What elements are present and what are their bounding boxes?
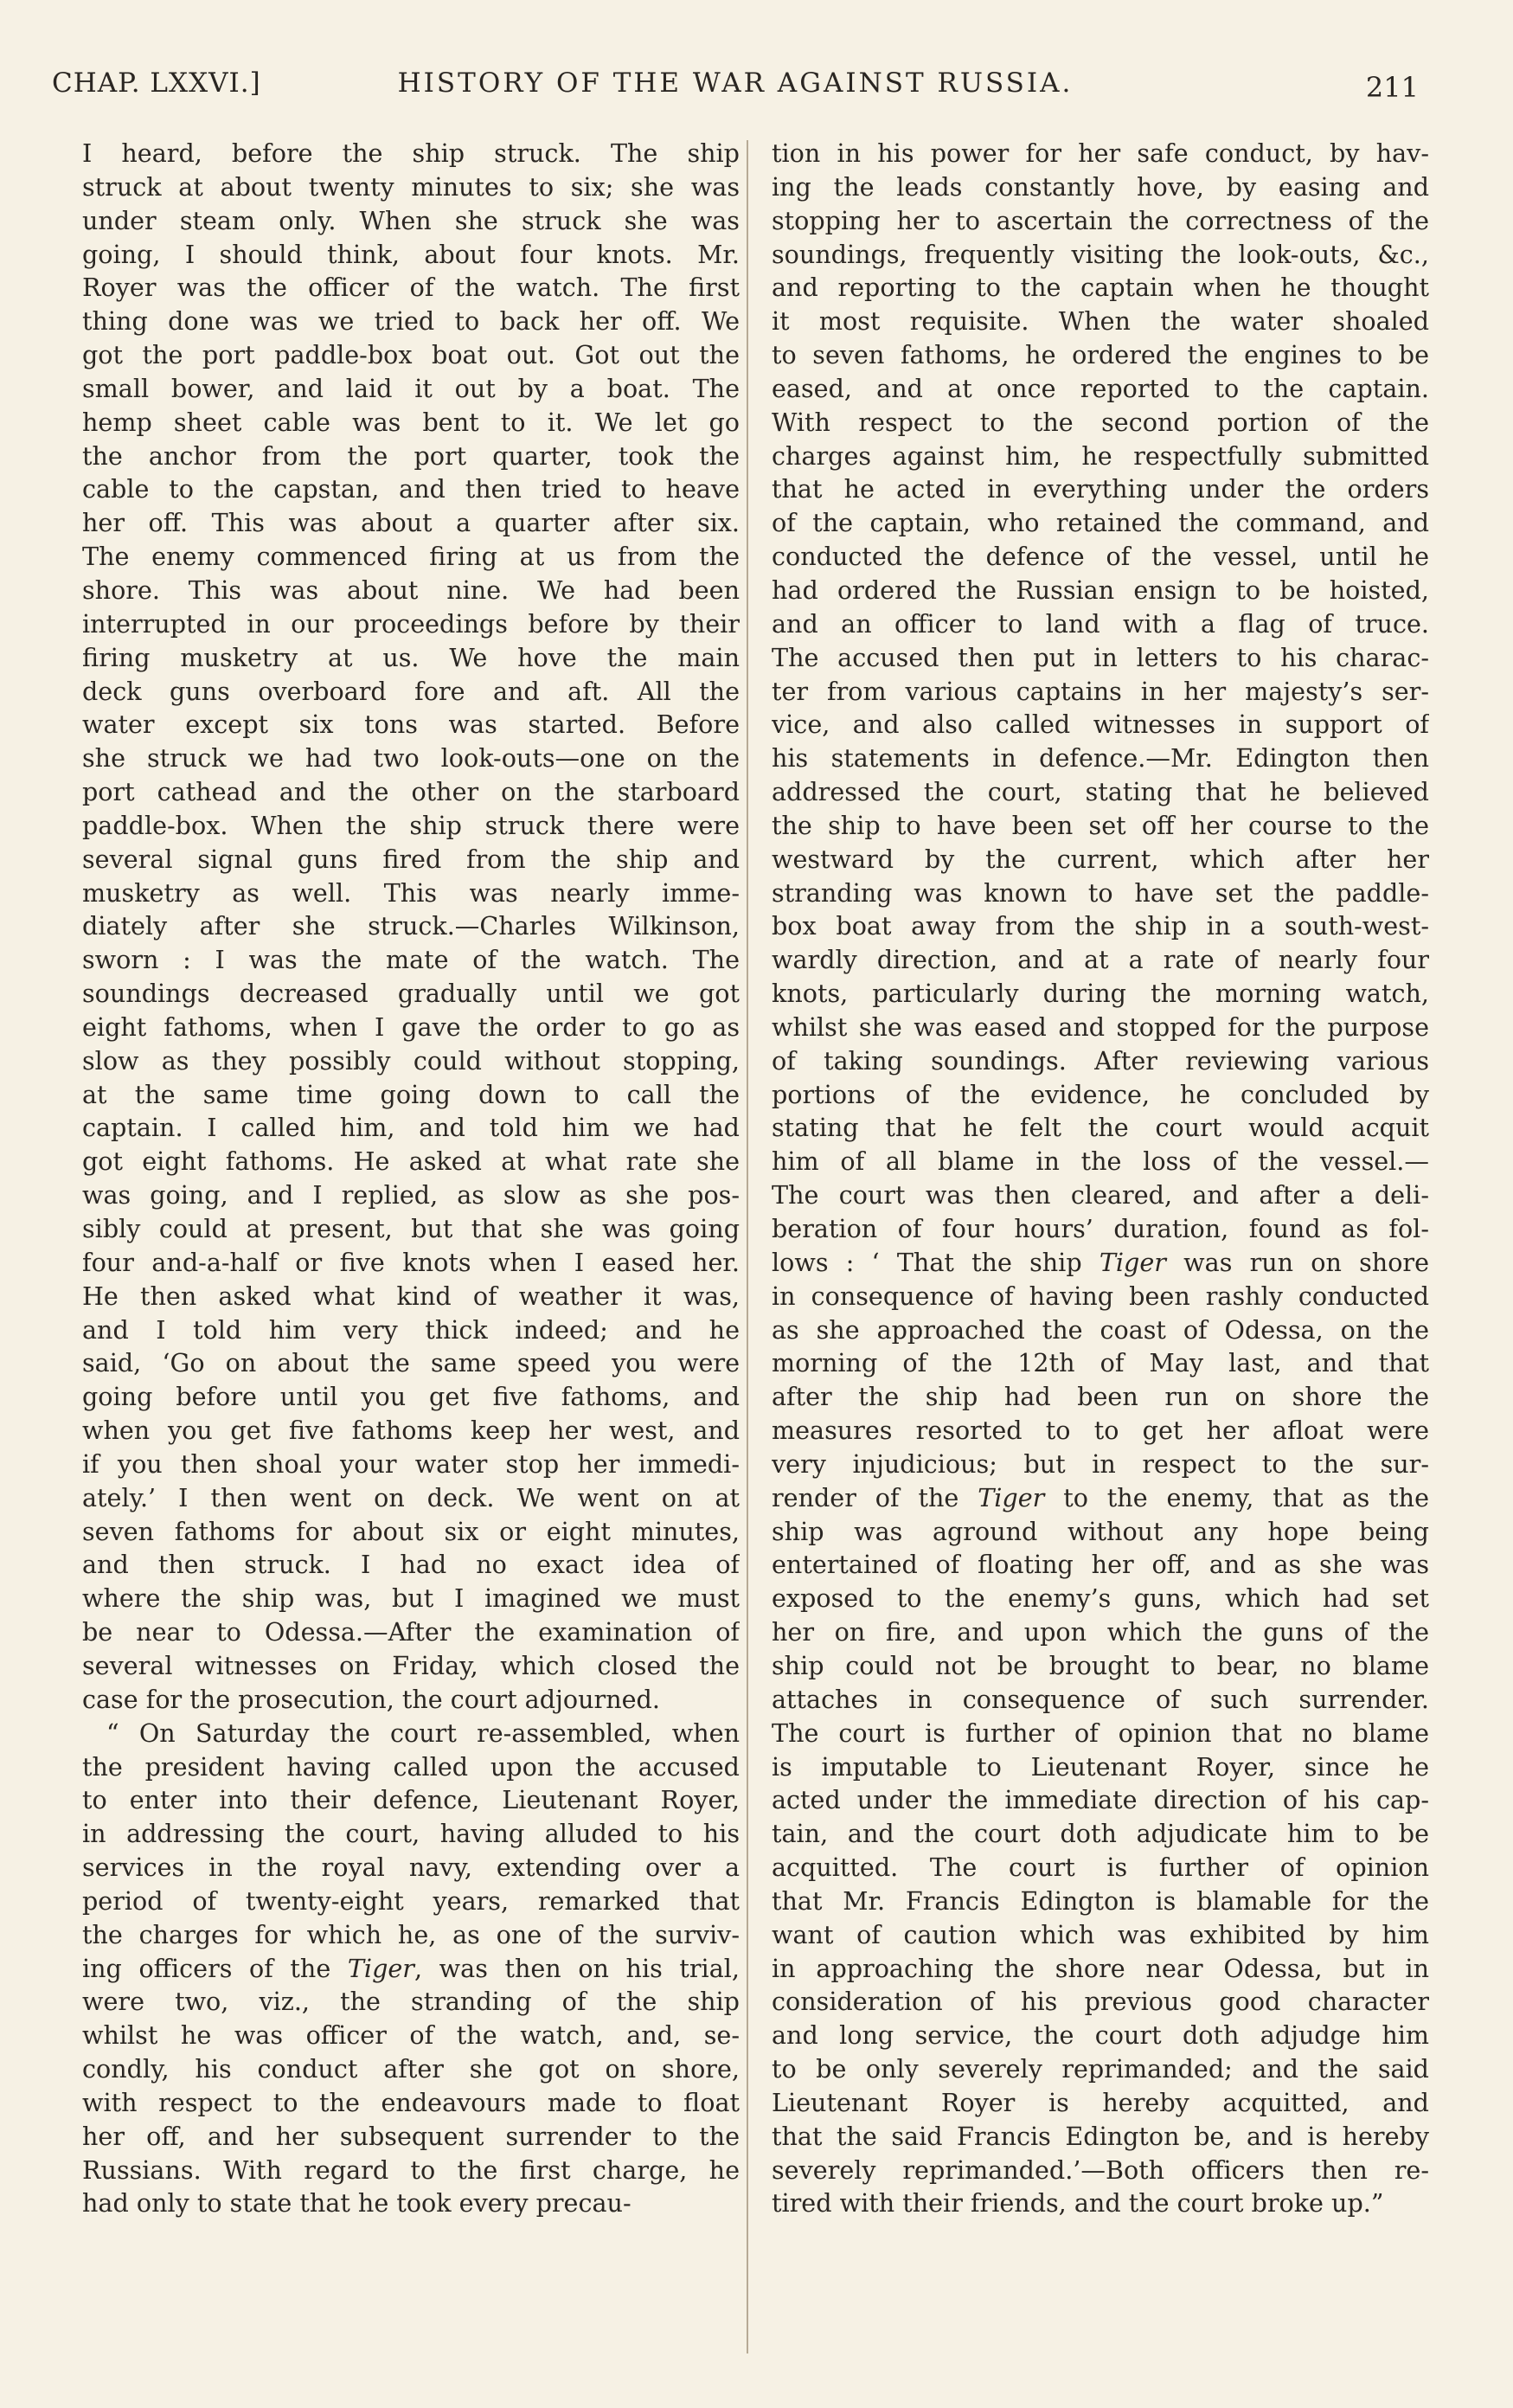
text-line: to enter into their defence, Lieutenant Royer, bbox=[82, 1785, 740, 1815]
text-line: shore. This was about nine. We had been bbox=[82, 575, 740, 605]
text-line: vice, and also called witnesses in support of bbox=[772, 710, 1429, 740]
text-line: cable to the capstan, and then tried to heave bbox=[82, 474, 740, 504]
text-line: ing officers of the Tiger, was then on his trial, bbox=[82, 1953, 740, 1983]
text-line: deck guns overboard fore and aft. All the bbox=[82, 676, 740, 706]
text-line: hemp sheet cable was bent to it. We let go bbox=[82, 407, 740, 437]
text-line: stranding was known to have set the paddle- bbox=[772, 877, 1429, 908]
text-line: the anchor from the port quarter, took the bbox=[82, 440, 740, 471]
text-line: acquitted. The court is further of opinion bbox=[772, 1853, 1429, 1883]
text-line: after the ship had been run on shore the bbox=[772, 1382, 1429, 1412]
text-line: “ On Saturday the court re-assembled, when bbox=[106, 1718, 740, 1748]
text-line: acted under the immediate direction of his cap- bbox=[772, 1785, 1429, 1815]
text-line: stopping her to ascertain the correctness of the bbox=[772, 205, 1429, 235]
text-line: Lieutenant Royer is hereby acquitted, and bbox=[772, 2087, 1429, 2117]
text-line: in consequence of having been rashly conducted bbox=[772, 1281, 1429, 1311]
text-line: render of the Tiger to the enemy, that as the bbox=[772, 1482, 1429, 1512]
text-line: at the same time going down to call the bbox=[82, 1079, 740, 1109]
text-line: to be only severely reprimanded; and the said bbox=[772, 2054, 1429, 2084]
text-line: beration of four hours’ duration, found as fol- bbox=[772, 1214, 1429, 1243]
text-line: him of all blame in the loss of the vessel.— bbox=[772, 1146, 1429, 1177]
right-column bbox=[772, 137, 1429, 2352]
text-line: services in the royal navy, extending over a bbox=[82, 1853, 740, 1883]
text-line: case for the prosecution, the court adjourned. bbox=[82, 1684, 660, 1714]
text-line: her on fire, and upon which the guns of the bbox=[772, 1617, 1429, 1647]
text-line: in addressing the court, having alluded to his bbox=[82, 1819, 740, 1849]
text-line: if you then shoal your water stop her immedi- bbox=[82, 1448, 740, 1479]
text-line: westward by the current, which after her bbox=[772, 844, 1429, 874]
text-line: He then asked what kind of weather it was, bbox=[82, 1281, 740, 1311]
text-line: in approaching the shore near Odessa, but in bbox=[772, 1953, 1429, 1983]
text-line: several signal guns fired from the ship and bbox=[82, 844, 740, 874]
text-line: attaches in consequence of such surrender. bbox=[772, 1684, 1429, 1714]
text-line: as she approached the coast of Odessa, on the bbox=[772, 1314, 1429, 1345]
text-line: The accused then put in letters to his charac- bbox=[772, 642, 1429, 672]
text-line: wardly direction, and at a rate of nearly four bbox=[772, 945, 1429, 975]
text-line: addressed the court, stating that he believed bbox=[772, 777, 1429, 807]
text-line: knots, particularly during the morning watch, bbox=[772, 979, 1429, 1009]
text-line: The court was then cleared, and after a deli- bbox=[772, 1180, 1429, 1210]
text-line: severely reprimanded.’—Both officers then re- bbox=[772, 2154, 1429, 2185]
text-line: portions of the evidence, he concluded by bbox=[772, 1079, 1429, 1109]
text-line: very injudicious; but in respect to the sur- bbox=[772, 1448, 1429, 1479]
text-line: diately after she struck.—Charles Wilkinson, bbox=[82, 911, 740, 941]
text-line: was going, and I replied, as slow as she pos- bbox=[82, 1180, 740, 1210]
text-line: tion in his power for her safe conduct, by hav- bbox=[772, 138, 1429, 168]
text-line: thing done was we tried to back her off. We bbox=[82, 306, 740, 337]
text-line: want of caution which was exhibited by him bbox=[772, 1919, 1429, 1949]
text-line: slow as they possibly could without stopping, bbox=[82, 1045, 740, 1076]
text-line: sibly could at present, but that she was going bbox=[82, 1214, 740, 1243]
text-line: condly, his conduct after she got on shore, bbox=[82, 2054, 740, 2084]
text-line: ter from various captains in her majesty’s ser- bbox=[772, 676, 1429, 706]
text-line: said, ‘Go on about the same speed you were bbox=[82, 1348, 740, 1378]
page-number: 211 bbox=[1365, 71, 1419, 104]
text-line: and an officer to land with a flag of truce. bbox=[772, 608, 1429, 639]
running-title: HISTORY OF THE WAR AGAINST RUSSIA. bbox=[397, 67, 1074, 99]
text-line: firing musketry at us. We hove the main bbox=[82, 642, 740, 672]
text-line: got eight fathoms. He asked at what rate she bbox=[82, 1146, 740, 1177]
text-line: whilst he was officer of the watch, and, se- bbox=[82, 2020, 740, 2051]
text-line: ship was aground without any hope being bbox=[772, 1516, 1429, 1546]
text-line: to seven fathoms, he ordered the engines to be bbox=[772, 340, 1429, 370]
text-line: water except six tons was started. Before bbox=[82, 710, 740, 740]
text-line: where the ship was, but I imagined we must bbox=[82, 1583, 740, 1614]
text-line: four and-a-half or five knots when I eased her. bbox=[82, 1247, 740, 1277]
text-line: tired with their friends, and the court broke up.” bbox=[772, 2188, 1384, 2219]
text-line: The enemy commenced firing at us from the bbox=[82, 542, 740, 572]
text-line: soundings, frequently visiting the look-outs, &c., bbox=[772, 239, 1429, 269]
text-line: when you get five fathoms keep her west, and bbox=[82, 1416, 740, 1446]
text-line: soundings decreased gradually until we got bbox=[82, 979, 740, 1009]
chapter-label: CHAP. LXXVI.] bbox=[52, 67, 261, 99]
text-line: she struck we had two look-outs—one on the bbox=[82, 743, 740, 774]
text-line: going, I should think, about four knots. Mr. bbox=[82, 239, 740, 269]
text-line: box boat away from the ship in a south-west- bbox=[772, 911, 1429, 941]
text-line: consideration of his previous good character bbox=[772, 1987, 1429, 2017]
text-line: morning of the 12th of May last, and that bbox=[772, 1348, 1429, 1378]
text-line: period of twenty-eight years, remarked that bbox=[82, 1885, 740, 1916]
text-line: got the port paddle-box boat out. Got out the bbox=[82, 340, 740, 370]
text-line: ately.’ I then went on deck. We went on at bbox=[82, 1482, 740, 1512]
text-line: With respect to the second portion of the bbox=[772, 407, 1429, 437]
text-line: Russians. With regard to the first charge, he bbox=[82, 2154, 740, 2185]
text-line: seven fathoms for about six or eight minutes, bbox=[82, 1516, 740, 1546]
text-line: paddle-box. When the ship struck there were bbox=[82, 810, 740, 840]
text-line: were two, viz., the stranding of the ship bbox=[82, 1987, 740, 2017]
text-line: and then struck. I had no exact idea of bbox=[82, 1550, 740, 1580]
text-line: entertained of floating her off, and as she was bbox=[772, 1550, 1429, 1580]
text-line: that he acted in everything under the orders bbox=[772, 474, 1429, 504]
text-line: whilst she was eased and stopped for the purpose bbox=[772, 1011, 1429, 1042]
left-column bbox=[82, 137, 740, 2352]
text-line: her off. This was about a quarter after six. bbox=[82, 508, 740, 538]
text-line: small bower, and laid it out by a boat. The bbox=[82, 373, 740, 403]
text-line: is imputable to Lieutenant Royer, since he bbox=[772, 1751, 1429, 1782]
text-line: and I told him very thick indeed; and he bbox=[82, 1314, 740, 1345]
text-line: going before until you get five fathoms, and bbox=[82, 1382, 740, 1412]
column-divider bbox=[747, 140, 748, 2353]
text-line: ship could not be brought to bear, no blame bbox=[772, 1650, 1429, 1680]
text-line: captain. I called him, and told him we had bbox=[82, 1113, 740, 1143]
text-line: measures resorted to to get her afloat were bbox=[772, 1416, 1429, 1446]
text-line: her off, and her subsequent surrender to the bbox=[82, 2121, 740, 2151]
text-line: lows : ‘ That the ship Tiger was run on shore bbox=[772, 1247, 1429, 1277]
text-line: that Mr. Francis Edington is blamable for the bbox=[772, 1885, 1429, 1916]
text-line: his statements in defence.—Mr. Edington then bbox=[772, 743, 1429, 774]
text-line: sworn : I was the mate of the watch. The bbox=[82, 945, 740, 975]
text-line: conducted the defence of the vessel, until he bbox=[772, 542, 1429, 572]
text-line: port cathead and the other on the starboard bbox=[82, 777, 740, 807]
running-header bbox=[52, 67, 1419, 111]
text-line: the charges for which he, as one of the surviv- bbox=[82, 1919, 740, 1949]
text-line: exposed to the enemy’s guns, which had set bbox=[772, 1583, 1429, 1614]
text-line: of taking soundings. After reviewing various bbox=[772, 1045, 1429, 1076]
text-line: it most requisite. When the water shoaled bbox=[772, 306, 1429, 337]
text-line: musketry as well. This was nearly imme- bbox=[82, 877, 740, 908]
text-line: Royer was the officer of the watch. The first bbox=[82, 273, 740, 303]
text-line: eased, and at once reported to the captain. bbox=[772, 373, 1429, 403]
text-line: interrupted in our proceedings before by their bbox=[82, 608, 740, 639]
text-line: struck at about twenty minutes to six; she was bbox=[82, 171, 740, 202]
text-line: with respect to the endeavours made to float bbox=[82, 2087, 740, 2117]
text-line: stating that he felt the court would acquit bbox=[772, 1113, 1429, 1143]
text-line: eight fathoms, when I gave the order to go as bbox=[82, 1011, 740, 1042]
text-line: be near to Odessa.—After the examination of bbox=[82, 1617, 740, 1647]
text-line: had only to state that he took every precau- bbox=[82, 2188, 631, 2219]
text-line: ing the leads constantly hove, by easing and bbox=[772, 171, 1429, 202]
text-line: and reporting to the captain when he thought bbox=[772, 273, 1429, 303]
text-line: that the said Francis Edington be, and is hereby bbox=[772, 2121, 1429, 2151]
text-line: The court is further of opinion that no blame bbox=[772, 1718, 1429, 1748]
text-line: under steam only. When she struck she was bbox=[82, 205, 740, 235]
text-line: several witnesses on Friday, which closed the bbox=[82, 1650, 740, 1680]
text-line: I heard, before the ship struck. The ship bbox=[82, 138, 740, 168]
text-line: the ship to have been set off her course to the bbox=[772, 810, 1429, 840]
text-line: and long service, the court doth adjudge him bbox=[772, 2020, 1429, 2051]
text-line: tain, and the court doth adjudicate him to be bbox=[772, 1819, 1429, 1849]
text-line: charges against him, he respectfully submitted bbox=[772, 440, 1429, 471]
text-line: had ordered the Russian ensign to be hoisted, bbox=[772, 575, 1429, 605]
text-line: the president having called upon the accused bbox=[82, 1751, 740, 1782]
text-line: of the captain, who retained the command, and bbox=[772, 508, 1429, 538]
